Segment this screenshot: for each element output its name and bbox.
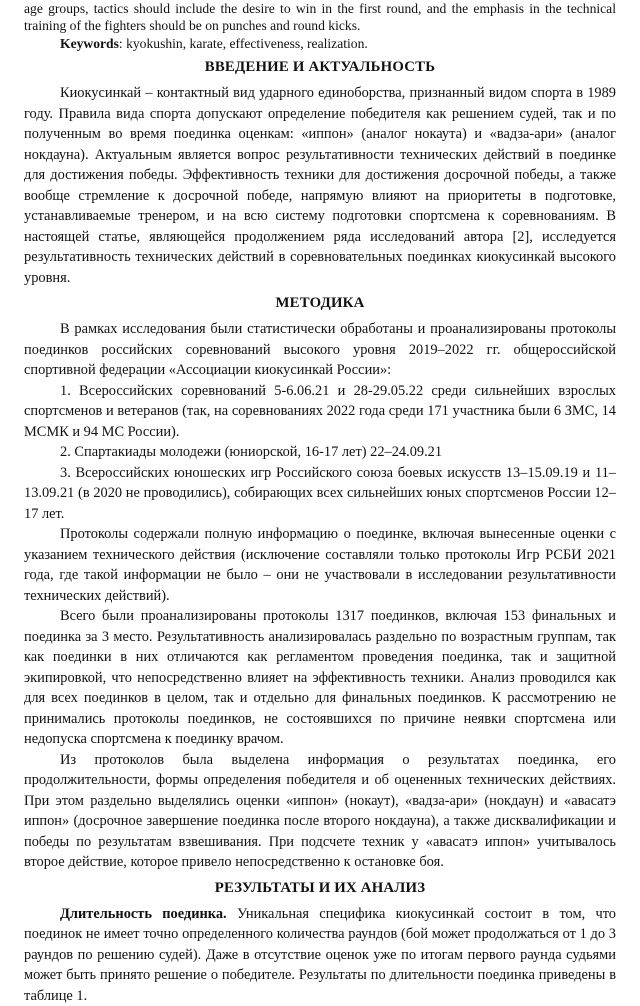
results-heading: РЕЗУЛЬТАТЫ И ИХ АНАЛИЗ: [214, 879, 426, 896]
method-paragraph-2: Протоколы содержали полную информацию о поединке, включая вынесенные оценки с указанием технического действия (исключение составляли только протоколы Игр РСБИ 2021 года, где такой информации не было – они не участвовали в исследовании результативности технических действий).: [24, 526, 616, 604]
keywords-text: : kyokushin, karate, effectiveness, realization.: [118, 35, 368, 51]
intro-heading: ВВЕДЕНИЕ И АКТУАЛЬНОСТЬ: [204, 59, 436, 76]
method-list-item-3: 3. Всероссийских юношеских игр Российского союза боевых искусств 13–15.09.19 и 11–13.09.21 (в 2020 не проводились), собирающих всех сильнейших юных спортсменов России 12–17 лет.: [24, 464, 616, 522]
method-list-item-1: 1. Всероссийских соревнований 5-6.06.21 и 28-29.05.22 среди сильнейших взрослых спортсменов и ветеранов (так, на соревнованиях 2022 года среди 171 участника были 6 ЗМС, 14 МСМК и 94 МС России).: [24, 382, 616, 440]
paper-page: [24, 0, 616, 1006]
keywords-label: Keywords: [60, 35, 119, 51]
abstract-text: age groups, tactics should include the desire to win in the first round, and the emphasis in the technical training of the fighters should be on punches and round kicks.: [24, 1, 616, 34]
results-paragraph-text: Уникальная специфика киокусинкай состоит в том, что поединок не имеет точно определенного количества раундов (бой может продолжаться от 1 до 3 раундов по решению судей). Даже в отсутствие оценок уже по итогам первого раунда судьями может быть принято решение о победителе. Результаты по длительности поединка приведены в таблице 1.: [24, 905, 616, 1004]
keywords-line: [24, 35, 616, 52]
intro-paragraph: Киокусинкай – контактный вид ударного единоборства, признанный видом спорта в 1989 году. Правила вида спорта допускают определение победителя как решением судей, так и по полученным во время поединка оценкам: «иппон» (аналог нокаута) и «вадза-ари» (аналог нокдауна). Актуальным является вопрос результативности технических действий в поединке для достижения победы. Эффективность техники для достижения досрочной победы, а также вообще стремление к досрочной победе, напрямую влияют на приоритеты в подготовке, устанавливаемые тренером, и на всю систему подготовки спортсмена к соревнованиям. В настоящей статье, являющейся продолжением ряда исследований автора [2], исследуется результативность технических действий в соревновательных поединках киокусинкай высокого уровня.: [24, 85, 616, 286]
results-lead-bold: Длительность поединка.: [60, 905, 227, 922]
method-paragraph-4: Из протоколов была выделена информация о результатах поединка, его продолжительности, формы определения победителя и об оцененных технических действиях. При этом раздельно выделялись оценки «иппон» (нокаут), «вадза-ари» (нокдаун) и «авасатэ иппон» (досрочное завершение поединка после второго нокдауна), а также дисквалификации и победы по результатам взвешивания. При подсчете техник у «авасатэ иппон» учитывалось второе действие, которое привело непосредственно к остановке боя.: [24, 751, 616, 871]
results-paragraph: [24, 904, 616, 1006]
method-heading: МЕТОДИКА: [275, 295, 365, 312]
abstract-tail: [24, 0, 616, 52]
method-paragraph-3: Всего были проанализированы протоколы 1317 поединков, включая 153 финальных и поединка за 3 место. Результативность анализировалась раздельно по возрастным группам, так как поединки в них отличаются как регламентом проведения поединка, так и защитной экипировкой, что непосредственно влияет на эффективность техники. Анализ проводился как для всех поединков в целом, так и отдельно для финальных поединков. К рассмотрению не принимались протоколы поединков, не состоявшихся по причине неявки спортсмена или недопуска спортсмена к поединку врачом.: [24, 608, 616, 748]
method-paragraph-1: В рамках исследования были статистически обработаны и проанализированы протоколы поединков российских соревнований высокого уровня 2019–2022 гг. общероссийской спортивной федерации «Ассоциации киокусинкай России»:: [24, 321, 616, 379]
method-list-item-2: 2. Спартакиады молодежи (юниорской, 16-17 лет) 22–24.09.21: [60, 444, 443, 461]
